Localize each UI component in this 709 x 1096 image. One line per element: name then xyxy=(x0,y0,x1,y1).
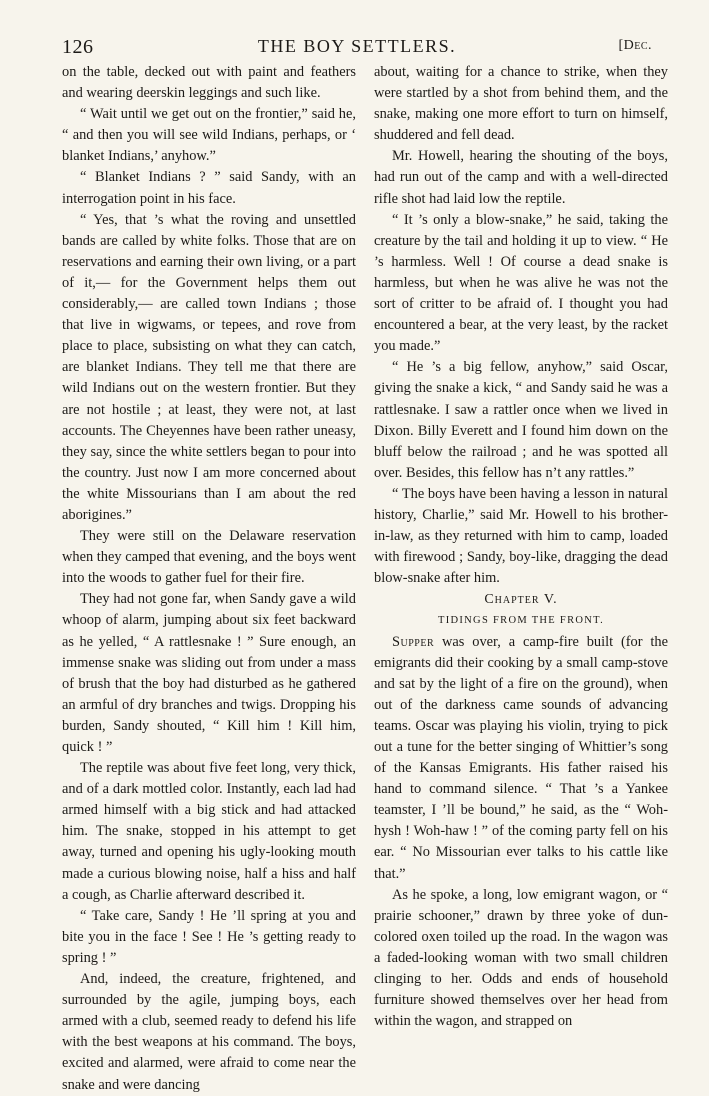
paragraph: “ Blanket Indians ? ” said Sandy, with an interrogation point in his face. xyxy=(62,169,356,207)
paragraph: Mr. Howell, hearing the shouting of the boys, had run out of the camp and with a well-directed rifle shot had laid low the reptile. xyxy=(374,148,668,207)
right-column xyxy=(374,62,668,1032)
paragraph: They were still on the Delaware reservation when they camped that evening, and the boys went into the woods to gather fuel for their fire. xyxy=(62,528,356,587)
paragraph: The reptile was about five feet long, very thick, and of a dark mottled color. Instantly, each lad had armed himself with a big stick and had attacked him. The snake, stopped in his attempt to get away, turned and opening his ugly-looking mouth made a curious blowing noise, half a hiss and half a cough, as Charlie afterward described it. xyxy=(62,760,356,903)
paragraph: “ Wait until we get out on the frontier,” said he, “ and then you will see wild Indians, perhaps, or ‘ blanket Indians,’ anyhow.” xyxy=(62,106,356,165)
lead-word: Supper xyxy=(392,633,435,650)
running-title: THE BOY SETTLERS. xyxy=(257,36,457,56)
running-header xyxy=(62,36,652,58)
paragraph xyxy=(374,632,668,885)
paragraph: “ The boys have been having a lesson in natural history, Charlie,” said Mr. Howell to his brother-in-law, as they returned with him to camp, loaded with firewood ; Sandy, boy-like, dragging the dead blow-snake after him. xyxy=(374,485,668,587)
paragraph-text: was over, a camp-fire built (for the emigrants did their cooking by a small camp-stove and sat by the light of a fire on the ground), when out of the darkness came sounds of advancing teams. Oscar was playing his violin, trying to pick out a tune for the better singing of Whittier’s song of the Kansas Emigrants. His father raised his hand to command silence. “ That ’s a Yankee teamster, I ’ll be bound,” he said, as the “ Woh-hysh ! Woh-haw ! ” of the coming party fell on his ear. “ No Missourian ever talks to his cattle like that.” xyxy=(374,633,668,882)
paragraph: And, indeed, the creature, frightened, and surrounded by the agile, jumping boys, each armed with a club, seemed ready to defend his life with the best weapons at his command. The boys, excited and alarmed, were afraid to come near the snake and were dancing xyxy=(62,971,356,1093)
paragraph: “ Yes, that ’s what the roving and unsettled bands are called by white folks. Those that are on reservations and earning their own living, or a part of it,— for the Government helps them out considerably,— are called town Indians ; those that live in wigwams, or tepees, and rove from place to place, subsisting on what they can catch, are blanket Indians. They tell me that there are wild Indians out on the western frontier. But they are not hostile ; at least, they were not, at last accounts. The Cheyennes have been rather uneasy, they say, since the white settlers began to pour into the country. Just now I am more concerned about the white Missourians than I am about the red aborigines.” xyxy=(62,211,356,523)
chapter-heading: Chapter V. xyxy=(484,592,558,608)
paragraph: They had not gone far, when Sandy gave a wild whoop of alarm, jumping about six feet backward as he yelled, “ A rattlesnake ! ” Sure enough, an immense snake was sliding out from under a mass of brush that the boy had disturbed as he gathered an armful of dry branches and twigs. Dropping his burden, Sandy shouted, “ Kill him ! Kill him, quick ! ” xyxy=(62,591,356,755)
page-number: 126 xyxy=(62,36,94,58)
chapter-subtitle: TIDINGS FROM THE FRONT. xyxy=(437,615,605,627)
left-column xyxy=(62,62,356,1096)
paragraph: about, waiting for a chance to strike, when they were startled by a shot from behind them, and the snake, making one more effort to turn on himself, shuddered and fell dead. xyxy=(374,64,668,144)
paragraph: “ It ’s only a blow-snake,” he said, taking the creature by the tail and holding it up to view. “ He ’s harmless. Well ! Of course a dead snake is harmless, but when he was alive he was not the sort of critter to be afraid of. I thought you had encountered a bear, at the very least, by the racket you made.” xyxy=(374,211,668,355)
paragraph: As he spoke, a long, low emigrant wagon, or “ prairie schooner,” drawn by three yoke of dun-colored oxen toiled up the road. In the wagon was a faded-looking woman with two small children clinging to her. Odds and ends of household furniture showed themselves over her head from within the wagon, and strapped on xyxy=(374,886,668,1030)
paragraph: “ Take care, Sandy ! He ’ll spring at you and bite you in the face ! See ! He ’s getting ready to spring ! ” xyxy=(62,907,356,966)
paragraph: “ He ’s a big fellow, anyhow,” said Oscar, giving the snake a kick, “ and Sandy said he was a rattlesnake. I saw a rattler once when we lived in Dixon. Billy Everett and I found him down on the bluff below the railroad ; and he was spotted all over. Besides, this fellow has n’t any rattles.” xyxy=(374,359,668,481)
issue-month: [Dec. xyxy=(618,38,652,53)
paragraph: on the table, decked out with paint and feathers and wearing deerskin leggings and such like. xyxy=(62,64,356,102)
